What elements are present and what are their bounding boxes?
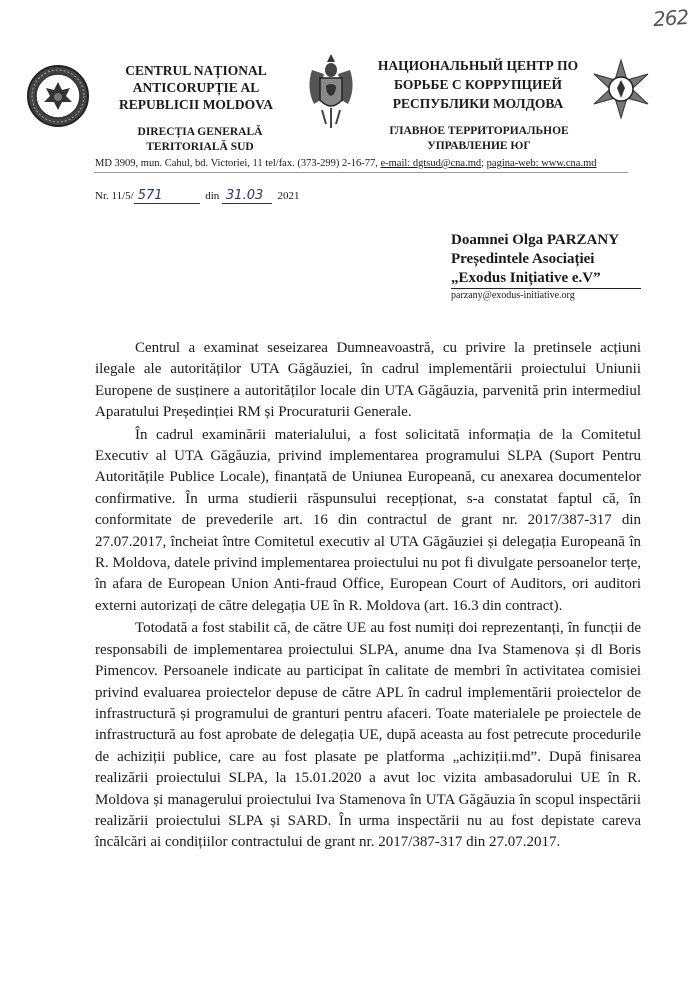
letter-body (95, 338, 641, 855)
address-separator: ; (481, 158, 487, 169)
organization-name-ro: CENTRUL NAȚIONAL ANTICORUPȚIE AL REPUBLICII MOLDOVA (119, 63, 273, 112)
registration-date-prefix: din (205, 190, 220, 202)
moldova-coat-of-arms-icon (302, 48, 360, 132)
body-paragraph: Centrul a examinat seseizarea Dumneavoastră, cu privire la pretinsele acțiuni ilegale ale autorităților UTA Găgăuziei, în cadrul implementării proiectului Uniunii Europene de susținere a autorităților locale din UTA Găgăuzia, parvenită prin intermediul Aparatului Președinției RM și Procuraturii Generale. (95, 340, 641, 421)
website-link[interactable]: pagina-web: www.cna.md (486, 158, 597, 169)
email-link[interactable]: e-mail: dgtsud@cna.md (380, 158, 482, 169)
order-star-icon (590, 58, 652, 120)
registration-number: 571 (134, 188, 200, 204)
header-divider (94, 172, 628, 173)
address-line (95, 158, 597, 169)
body-paragraph: Totodată a fost stabilit că, de către UE au fost numiți doi reprezentanți, în funcții de responsabili de implementarea proiectului SLPA, anume dna Iva Stamenova și dl Boris Pimencov. Persoanele indicate au participat în calitate de membri în activitatea comisiei privind evaluarea proiectelor depuse de către APL în cadrul implementării proiectelor de infrastructură și programului de granturi pentru afaceri. Toate materialele pe proiectele de infrastructură au fost aprobate de delegația UE, după aceasta au fost petrecute procedurile de achiziții publice, care au fost plasate pe platforma „achiziții.md”. După finisarea realizării proiectului SLPA, la 15.01.2020 a avut loc vizita ambasadorului UE în R. Moldova și managerului proiectului Iva Stamenova în UTA Găgăuzia în scopul inspectării realizării proiectului SLPA și SARD. În urma inspectării nu au fost depistate careva încălcări ai condițiilor contractului de grant nr. 2017/387-317 din 27.07.2017. (95, 620, 641, 851)
recipient-email[interactable]: parzany@exodus-initiative.org (451, 290, 575, 301)
registration-date: 31.03 (222, 188, 272, 204)
recipient-block (451, 231, 641, 289)
registration-prefix: Nr. 11/5/ (95, 190, 134, 202)
address-text: MD 3909, mun. Cahul, bd. Victoriei, 11 tel/fax. (373-299) 2-16-77, (95, 158, 381, 169)
page-number-mark: 262 (652, 4, 689, 32)
cna-emblem-icon (26, 64, 90, 128)
recipient-title: Președintele Asociației (451, 251, 595, 267)
body-paragraph: În cadrul examinării materialului, a fost solicitată informația de la Comitetul Executiv al UTA Găgăuzia, privind implementarea programului SLPA (Suport Pentru Autoritățile Publice Locale), finanțată de Uniunea Europeană, cu anexarea documentelor confirmative. În urma studierii răspunsului recepționat, s-a constatat faptul că, în conformitate de prevederile art. 16 din contractul de grant nr. 2017/387-317 din 27.07.2017, încheiat între Comitetul executiv al UTA Găgăuziei și delegația Europeană în R. Moldova, datele privind implementarea proiectului nu pot fi divulgate persoanelor terțe, în afara de European Union Anti-fraud Office, European Court of Auditors, ori auditori externi autorizați de către delegația UE în R. Moldova (art. 16.3 din contract). (95, 426, 641, 614)
organization-name-ru: НАЦИОНАЛЬНЫЙ ЦЕНТР ПО БОРЬБЕ С КОРРУПЦИЕЙ РЕСПУБЛИКИ МОЛДОВА (377, 58, 579, 111)
department-name-ro: DIRECȚIA GENERALĂ TERITORIALĂ SUD (137, 126, 263, 153)
registration-line (95, 188, 300, 204)
recipient-name: Doamnei Olga PARZANY (451, 232, 620, 248)
recipient-organization: „Exodus Inițiative e.V” (451, 269, 641, 289)
registration-year: 2021 (277, 190, 300, 202)
department-name-ru: ГЛАВНОЕ ТЕРРИТОРИАЛЬНОЕ УПРАВЛЕНИЕ ЮГ (389, 125, 569, 152)
